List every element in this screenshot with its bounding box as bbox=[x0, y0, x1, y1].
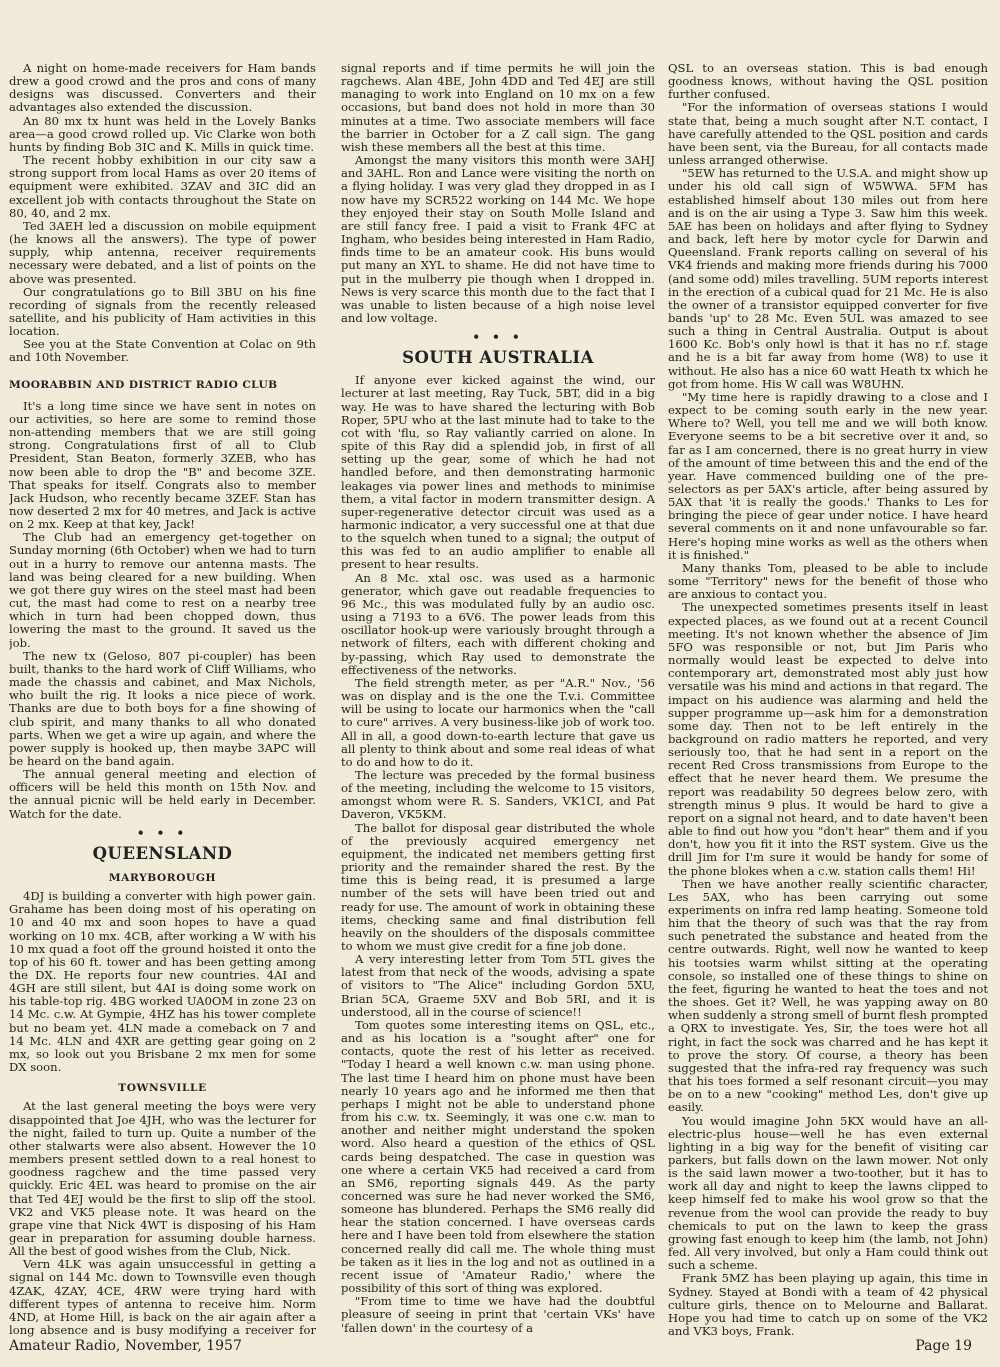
paragraph: An 80 mx tx hunt was held in the Lovely Banks area—a good crowd rolled up. Vic Clarke won both hunts by finding Bob 3IC and K. Mills in quick time. bbox=[9, 113, 316, 154]
paragraph: Tom quotes some interesting items on QSL, etc., and as his location is a "sought after" one for contacts, quote the rest of his letter as received. "Today I heard a well known c.w. man using phone. The last time I heard him on phone must have been nearly 10 years ago and he informed me then that perhaps I might not be able to understand phone from his c.w. tx. Seemingly, it was one c.w. man to another and neither might understand the spoken word. Also heard a question of the ethics of QSL cards being despatched. The case in question was one where a certain VK5 had received a card from an SM6, reporting signals 449. As the party concerned was sure he had never worked the SM6, someone has blundered. Perhaps the SM6 really did hear the station concerned. I have overseas cards here and I have been told from elsewhere the station concerned really did call me. The whole thing must be taken as it lies in the log and not as outlined in a recent issue of 'Amateur Radio,' where the possibility of this sort of thing was explored. bbox=[341, 1017, 655, 1296]
paragraph: "For the information of overseas stations I would state that, being a much sought after N.T. contact, I have carefully attended to the QSL position and cards have been sent, via the Bureau, for all contacts made unless arranged otherwise. bbox=[668, 100, 988, 168]
paragraph: A very interesting letter from Tom 5TL gives the latest from that neck of the woods, advising a spate of visitors to "The Alice" including Gordon 5XU, Brian 5CA, Graeme 5XV and Bob 5RI, and it is understood, all in the course of science!! bbox=[341, 952, 655, 1019]
subheading-townsville: TOWNSVILLE bbox=[118, 1082, 207, 1095]
paragraph: Amongst the many visitors this month were 3AHJ and 3AHL. Ron and Lance were visiting the north on a flying holiday. I was very glad they dropped in as I now have my SCR522 working on 144 Mc. We hope they enjoyed their stay on South Molle Island and are still fancy free. I paid a visit to Frank 4FC at Ingham, who besides being interested in Ham Radio, finds time to be an amateur cook. His buns would put many an XYL to shame. He did not have time to put in the mulberry pie though when I dropped in. News is very scarce this month due to the fact that I was unable to listen because of a high noise level and low voltage. bbox=[341, 153, 655, 325]
page-footer bbox=[0, 1338, 1000, 1362]
paragraph: QSL to an overseas station. This is bad enough goodness knows, without having the QSL position further confused. bbox=[668, 62, 988, 102]
paragraph: 4DJ is building a converter with high power gain. Grahame has been doing most of his operating on 10 and 40 mx and soon hopes to have a quad working on 10 mx. 4CB, after working a W with his 10 mx quad a foot off the ground hoisted it onto the top of his 60 ft. tower and has been getting among the DX. He reports four new countries. 4AI and 4GH are still silent, but 4AI is doing some work on his table-top rig. 4BG worked UA0OM in zone 23 on 14 Mc. c.w. At Gympie, 4HZ has his tower complete but no beam yet. 4LN made a comeback on 7 and 14 Mc. 4LN and 4XR are getting gear going on 2 mx, so look out you Brisbane 2 mx men for some DX soon. bbox=[9, 889, 316, 1075]
section-divider: • • • bbox=[472, 330, 524, 345]
subheading-maryborough: MARYBOROUGH bbox=[108, 871, 217, 884]
heading-moorabbin-club: MOORABBIN AND DISTRICT RADIO CLUB bbox=[9, 378, 278, 391]
heading-queensland: QUEENSLAND bbox=[92, 843, 233, 863]
paragraph: Many thanks Tom, pleased to be able to include some "Territory" news for the benefit of those who are anxious to contact you. bbox=[668, 560, 988, 602]
column-left bbox=[9, 62, 316, 1337]
paragraph: See you at the State Convention at Colac on 9th and 10th November. bbox=[9, 337, 316, 365]
paragraph: Then we have another really scientific character, Les 5AX, who has been carrying out some experiments on infra red lamp heating. Someone told him that the theory of such was that the ray from such penetrated the substance and heated from the centre outwards. Right, well now he wanted to keep his tootsies warm whilst sitting at the operating console, so installed one of these things to shine on the feet, figuring he wanted to heat the toes and not the shoes. Get it? Well, he was yapping away on 80 when suddenly a strong smell of burnt flesh prompted a QRX to investigate. Yes, Sir, the toes were hot all right, in fact the sock was charred and he has kept it to prove the story. Of course, a theory has been suggested that the infra-red ray frequency was such that his toes formed a self resonant circuit—you may be on to a new "cooking" method Les, don't give up easily. bbox=[668, 876, 988, 1115]
paragraph: Our congratulations go to Bill 3BU on his fine recording of signals from the recently released satellite, and his publicity of Ham activities in this location. bbox=[9, 284, 316, 339]
column-right bbox=[668, 62, 988, 1337]
paragraph: The field strength meter, as per "A.R." Nov., '56 was on display and is the one the T.v.i. Committee will be using to locate our harmonics when the "call to cure" arrives. A very business-like job of work too. All in all, a good down-to-earth lecture that gave us all plenty to think about and some real ideas of what to do and how to do it. bbox=[341, 675, 655, 769]
heading-south-australia: SOUTH AUSTRALIA bbox=[402, 348, 594, 368]
paragraph: The lecture was preceded by the formal business of the meeting, including the welcome to 15 visitors, amongst whom were R. S. Sanders, VK1CI, and Pat Daveron, VK5KM. bbox=[341, 767, 655, 822]
paragraph: The recent hobby exhibition in our city saw a strong support from local Hams as over 20 items of equipment were exhibited. 3ZAV and 3IC did an excellent job with contacts throughout the State on 80, 40, and 2 mx. bbox=[9, 153, 316, 220]
paragraph: A night on home-made receivers for Ham bands drew a good crowd and the pros and cons of many designs was discussed. Converters and their advantages also extended the discussion. bbox=[9, 62, 316, 115]
paragraph: If anyone ever kicked against the wind, our lecturer at last meeting, Ray Tuck, 5BT, did in a big way. He was to have shared the lecturing with Bob Roper, 5PU who at the last minute had to take to the cot with 'flu, so Ray valiantly carried on alone. In spite of this Ray did a splendid job, in first of all setting up the gear, some of which he had not handled before, and then demonstrating harmonic leakages via power lines and methods to minimise them, a vital factor in modern transmitter design. A super-regenerative detector circuit was used as a harmonic indicator, a very successful one at that due to the squelch when tuned to a signal; the output of this was fed to an audio amplifier to enable all present to hear results. bbox=[341, 373, 655, 572]
paragraph: It's a long time since we have sent in notes on our activities, so here are some to remind those non-attending members that we are still going strong. Congratulations first of all to Club President, Stan Beaton, formerly 3ZEB, who has now been able to drop the "B" and become 3ZE. That speaks for itself. Congrats also to member Jack Hudson, who recently became 3ZEF. Stan has now deserted 2 mx for 40 metres, and Jack is active on 2 mx. Keep at that key, Jack! bbox=[9, 398, 316, 532]
paragraph: The annual general meeting and election of officers will be held this month on 15th Nov. and the annual picnic will be held early in December. Watch for the date. bbox=[9, 767, 316, 821]
paragraph: The ballot for disposal gear distributed the whole of the previously acquired emergency net equipment, the indicated net members getting first priority and the remainder shared the rest. By the time this is being read, it is presumed a large number of the sets will have been tried out and ready for use. The amount of work in obtaining these items, checking same and final distribution fell heavily on the shoulders of the disposals committee to whom we must give credit for a fine job done. bbox=[341, 820, 655, 953]
page-number: Page 19 bbox=[915, 1338, 972, 1354]
publication-info: Amateur Radio, November, 1957 bbox=[9, 1338, 242, 1354]
paragraph: The new tx (Geloso, 807 pi-coupler) has been built, thanks to the hard work of Cliff Williams, who made the chassis and cabinet, and Max Nichols, who built the rig. It looks a nice piece of work. Thanks are due to both boys for a fine showing of club spirit, and many thanks to all who donated parts. When we get a wire up again, and where the power supply is hooked up, then maybe 3APC will be heard on the band again. bbox=[9, 648, 316, 768]
paragraph: You would imagine John 5KX would have an all-electric-plus house—well he has even external lighting in a big way for the benefit of visiting car parkers, but falls down on the lawn mower. Not only is the said lawn mower a two-toother, but it has to work all day and night to keep the lawns clipped to keep himself fed to make his wool grow so that the revenue from the wool can provide the ready to buy chemicals to put on the lawn to keep the grass growing fast enough to keep him (the lamb, not John) fed. All very involved, but only a Ham could think out such a scheme. bbox=[668, 1113, 988, 1273]
paragraph: signal reports and if time permits he will join the ragchews. Alan 4BE, John 4DD and Ted 4EJ are still managing to work into England on 10 mx on a few occasions, but band does not hold in more than 30 minutes at a time. Two associate members will face the barrier in October for a Z call sign. The gang wish these members all the best at this time. bbox=[341, 62, 655, 154]
column-middle bbox=[341, 62, 655, 1337]
paragraph: Frank 5MZ has been playing up again, this time in Sydney. Stayed at Bondi with a team of 42 physical culture girls, thence on to Melourne and Ballarat. Hope you had time to catch up on some of the VK2 and VK3 boys, Frank. bbox=[668, 1271, 988, 1337]
paragraph: Ted 3AEH led a discussion on mobile equipment (he knows all the answers). The type of power supply, whip antenna, receiver requirements necessary were debated, and a list of points on the above was presented. bbox=[9, 218, 316, 286]
paragraph: "My time here is rapidly drawing to a close and I expect to be coming south early in the new year. Where to? Well, you tell me and we will both know. Everyone seems to be a bit secretive over it and, so far as I am concerned, there is no great hurry in view of the amount of time between this and the end of the year. Have commenced building one of the pre-selectors as per 5AX's article, after being assured by 5AX that 'it is really the goods.' Thanks to Les for bringing the piece of gear under notice. I have heard several comments on it and none unfavourable so far. Here's hoping mine works as well as the others when it is finished." bbox=[668, 389, 988, 562]
paragraph: The unexpected sometimes presents itself in least expected places, as we found out at a recent Council meeting. It's not known whether the absence of Jim 5FO was responsible or not, but Jim Paris who normally would least be expected to delve into contemporary art, demonstrated most ably just how versatile was his mind and actions in that regard. The impact on his audience was alarming and held the supper programme up—ask him for a demonstration some day. Then not to be left entirely in the background on radio matters he reported, and very seriously too, that he had sent in a report on the recent Red Cross transmissions from Europe to the effect that he never heard them. We presume the report was readability 50 degrees below zero, with strength minus 9 plus. It would be hard to give a report on a signal not heard, and to date haven't been able to find out how you "don't hear" them and if you don't, how you fit it into the RST system. Give us the drill Jim for I'm sure it would be handy for some of the phone blokes when a c.w. station calls them! Hi! bbox=[668, 600, 988, 878]
paragraph: An 8 Mc. xtal osc. was used as a harmonic generator, which gave out readable frequencies to 96 Mc., this was modulated fully by an audio osc. using a 7193 to a 6V6. The power leads from this oscillator hook-up were variously brought through a network of filters, each with different choking and by-passing, which Ray used to demonstrate the effectiveness of the networks. bbox=[341, 570, 655, 677]
paragraph: The Club had an emergency get-together on Sunday morning (6th October) when we had to turn out in a hurry to remove our antenna masts. The land was being cleared for a new building. When we got there guy wires on the steel mast had been cut, the mast had come to rest on a nearby tree which in turn had been chopped down, thus lowering the mast to the ground. It saved us the job. bbox=[9, 530, 316, 650]
section-divider: • • • bbox=[136, 825, 189, 840]
paragraph: Vern 4LK was again unsuccessful in getting a signal on 144 Mc. down to Townsville even though 4ZAK, 4ZAY, 4CE, 4RW were trying hard with different types of antenna to receive him. Norm 4ND, at Home Hill, is back on the air again after a long absence and is busy modifying a receiver for bbox=[9, 1257, 316, 1337]
paragraph: "From time to time we have had the doubtful pleasure of seeing in print that 'certain VKs' have 'fallen down' in the courtesy of a bbox=[341, 1294, 655, 1335]
paragraph: At the last general meeting the boys were very disappointed that Joe 4JH, who was the lecturer for the night, failed to turn up. Quite a number of the other stalwarts were also absent. However the 10 members present settled down to a real honest to goodness ragchew and the time passed very quickly. Eric 4EL was heard to promise on the air that Ted 4EJ would be the first to slip off the stool. VK2 and VK5 please note. It was heard on the grape vine that Nick 4WT is disposing of his Ham gear in preparation for assuming double harness. All the best of good wishes from the Club, Nick. bbox=[9, 1099, 316, 1259]
paragraph: "5EW has returned to the U.S.A. and might show up under his old call sign of W5WWA. 5FM has established himself about 130 miles out from here and is on the air using a Type 3. Saw him this week. 5AE has been on holidays and after flying to Sydney and back, left here by motor cycle for Darwin and Queensland. Frank reports calling on several of his VK4 friends and making more friends during his 7000 (and some odd) miles travelling. 5UM reports interest in the erection of a cubical quad for 21 Mc. He is also the owner of a transistor equipped converter for five bands 'up' to 28 Mc. Even 5UL was amazed to see such a thing in Central Australia. Output is about 1600 Kc. Bob's only howl is that it has no r.f. stage and he is a bit far away from home (W8) to use it without. He also has a nice 60 watt Heath tx which he got from home. His W call was W8UHN. bbox=[668, 166, 988, 391]
